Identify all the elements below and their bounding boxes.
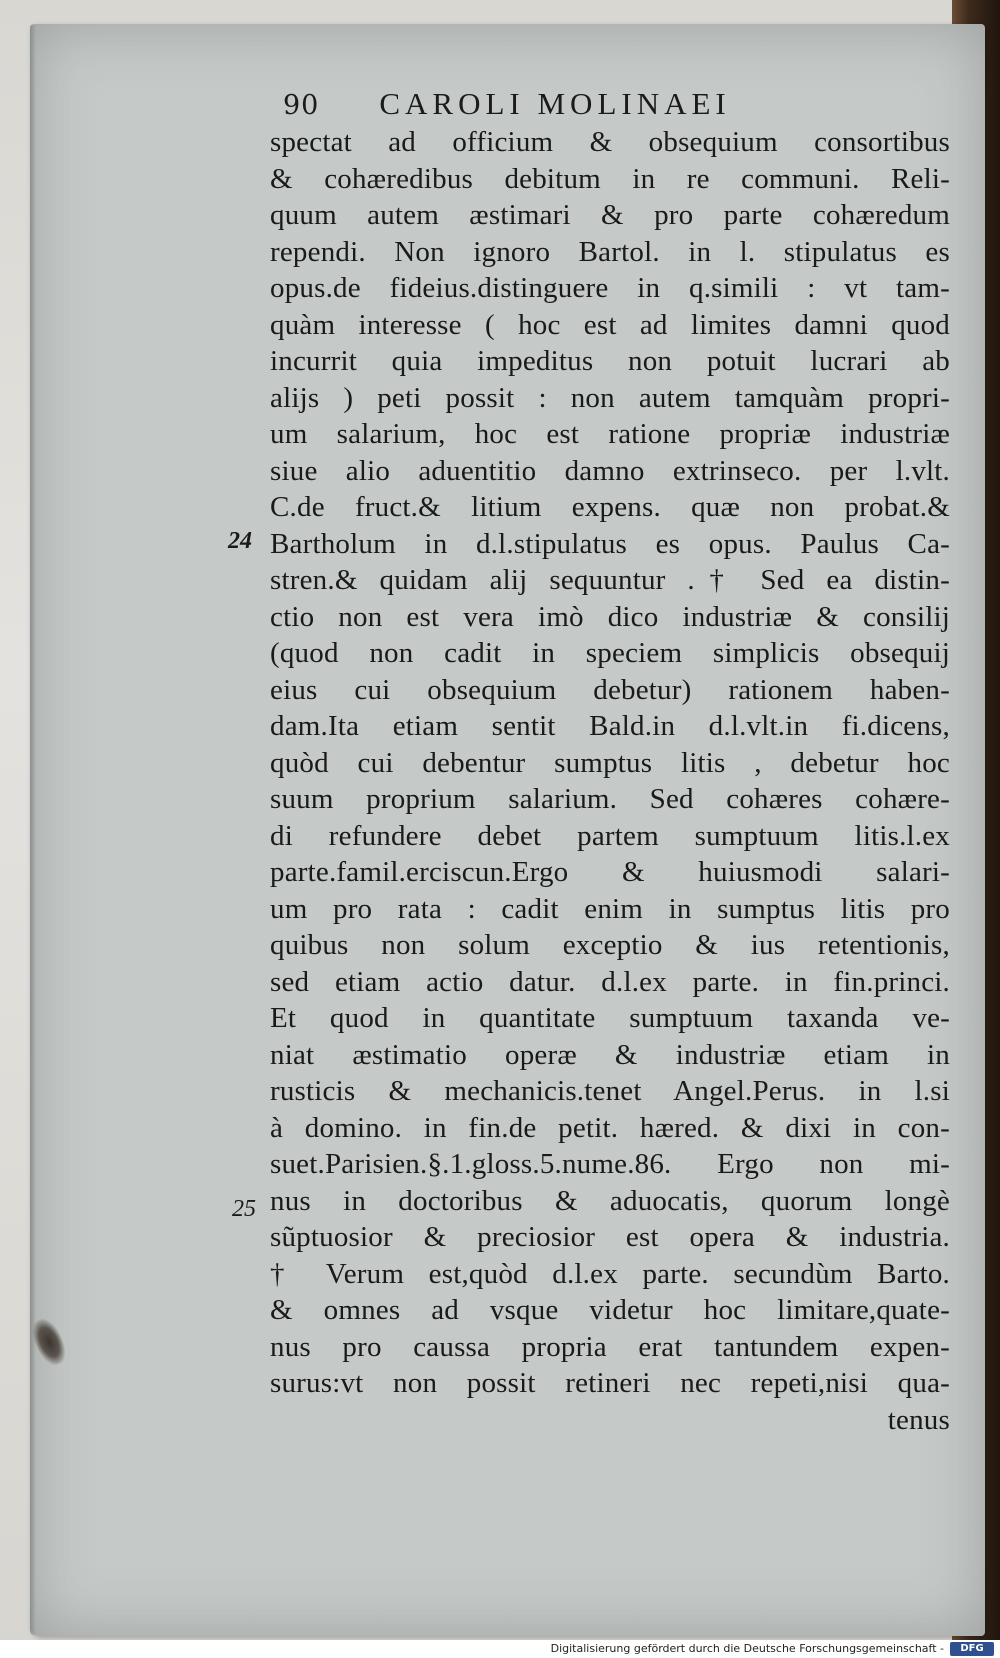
- page-number: 90: [283, 90, 320, 121]
- text-line: & omnes ad vsque videtur hoc limitare,quate-: [270, 1294, 950, 1326]
- text-line: suum proprium salarium. Sed cohæres cohære-: [270, 783, 950, 815]
- text-line: nus in doctoribus & aduocatis, quorum longè: [270, 1184, 950, 1217]
- text-line: eius cui obsequium debetur) rationem haben-: [270, 673, 950, 706]
- margin-note-25: 25: [232, 1196, 256, 1222]
- dfg-logo: DFG: [950, 1642, 994, 1656]
- text-line: parte.famil.erciscun.Ergo & huiusmodi salari-: [270, 856, 950, 888]
- text-line: quòd cui debentur sumptus litis , debetur hoc: [270, 746, 950, 779]
- digitization-credit: Digitalisierung gefördert durch die Deutsche Forschungsgemeinschaft -: [550, 1642, 944, 1655]
- text-line: (quod non cadit in speciem simplicis obsequij: [270, 637, 950, 669]
- text-line: quibus non solum exceptio & ius retentionis,: [270, 929, 950, 961]
- text-line: à domino. in fin.de petit. hæred. & dixi in con-: [270, 1111, 950, 1144]
- text-line: um salarium, hoc est ratione propriæ industriæ: [270, 418, 950, 450]
- text-line: quum autem æstimari & pro parte cohæredum: [270, 199, 950, 231]
- text-line: siue alio aduentitio damno extrinseco. per l.vlt.: [270, 454, 950, 487]
- text-line: alijs ) peti possit : non autem tamquàm propri-: [270, 381, 950, 414]
- text-line: suet.Parisien.§.1.gloss.5.nume.86. Ergo non mi-: [270, 1148, 950, 1180]
- text-line: Bartholum in d.l.stipulatus es opus. Paulus Ca-: [270, 527, 950, 560]
- text-line: um pro rata : cadit enim in sumptus litis pro: [270, 892, 950, 925]
- text-line: ctio non est vera imò dico industriæ & consilij: [270, 600, 950, 633]
- text-line: niat æstimatio operæ & industriæ etiam in: [270, 1038, 950, 1071]
- text-line: di refundere debet partem sumptuum litis.l.ex: [270, 819, 950, 852]
- text-line: surus:vt non possit retineri nec repeti,nisi qua-: [270, 1367, 950, 1399]
- text-line: sed etiam actio datur. d.l.ex parte. in fin.princi.: [270, 965, 950, 998]
- running-title: CAROLI MOLINAEI: [379, 86, 731, 121]
- text-line: rependi. Non ignoro Bartol. in l. stipulatus es: [270, 235, 950, 268]
- text-line: spectat ad officium & obsequium consortibus: [270, 126, 950, 158]
- text-line: dam.Ita etiam sentit Bald.in d.l.vlt.in fi.dicens,: [270, 710, 950, 742]
- page-edge-shadow: [30, 24, 36, 1636]
- text-line: rusticis & mechanicis.tenet Angel.Perus. in l.si: [270, 1075, 950, 1107]
- text-line: Et quod in quantitate sumptuum taxanda ve-: [270, 1002, 950, 1034]
- text-line: stren.& quidam alij sequuntur .† Sed ea distin-: [270, 564, 950, 596]
- text-line: nus pro caussa propria erat tantundem expen-: [270, 1330, 950, 1363]
- text-line: sũptuosior & preciosior est opera & industria.: [270, 1221, 950, 1253]
- running-head: [283, 86, 843, 126]
- catchword: tenus: [887, 1403, 950, 1436]
- text-line: † Verum est,quòd d.l.ex parte. secundùm Barto.: [270, 1257, 950, 1290]
- text-line: incurrit quia impeditus non potuit lucrari ab: [270, 345, 950, 377]
- text-line: opus.de fideius.distinguere in q.simili : vt tam-: [270, 272, 950, 304]
- body-text: [270, 124, 950, 1438]
- text-line: C.de fruct.& litium expens. quæ non probat.&: [270, 491, 950, 523]
- text-line: quàm interesse ( hoc est ad limites damni quod: [270, 308, 950, 341]
- margin-note-24: 24: [228, 528, 252, 554]
- text-line: & cohæredibus debitum in re communi. Reli-: [270, 162, 950, 195]
